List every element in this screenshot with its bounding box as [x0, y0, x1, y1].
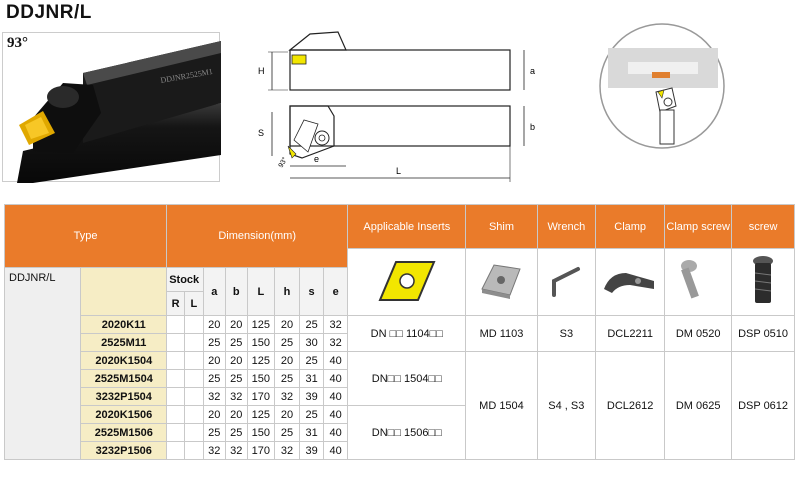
screw-icon: [732, 249, 795, 316]
model-code: 3232P1504: [81, 388, 167, 406]
svg-text:DDJNR2525M1: DDJNR2525M1: [159, 66, 214, 85]
header-screw: screw: [732, 205, 795, 249]
col-b-header: b: [225, 268, 247, 316]
header-type: Type: [5, 205, 167, 268]
product-title: DDJNR/L: [6, 2, 92, 23]
approach-angle-label: 93°: [7, 35, 28, 51]
header-shim: Shim: [466, 205, 537, 249]
screw-code: DSP 0510: [732, 316, 795, 352]
clamp-code: DCL2211: [596, 316, 665, 352]
type-family-label: DDJNR/L: [5, 268, 81, 460]
svg-text:H: H: [258, 66, 265, 76]
model-header-blank: [81, 268, 167, 316]
application-detail-diagram: [598, 22, 726, 150]
model-code: 2525M11: [81, 334, 167, 352]
stock-header: Stock: [167, 268, 204, 292]
clamp-screw-code: DM 0520: [665, 316, 732, 352]
svg-text:L: L: [396, 166, 402, 176]
stock-r-header: R: [167, 292, 185, 316]
svg-text:S: S: [258, 128, 265, 138]
table-row: 2525M1506 25 25 150 25 31 40: [5, 424, 795, 442]
clamp-screw-code: DM 0625: [665, 352, 732, 460]
model-code: 2525M1504: [81, 370, 167, 388]
col-h-header: h: [274, 268, 299, 316]
wrench-code: S4 , S3: [537, 352, 596, 460]
model-code: 2525M1506: [81, 424, 167, 442]
stock-l-header: L: [184, 292, 203, 316]
wrench-icon: [537, 249, 596, 316]
col-s-header: s: [300, 268, 324, 316]
clamp-icon: [596, 249, 665, 316]
wrench-code: S3: [537, 316, 596, 352]
clamp-screw-icon: [665, 249, 732, 316]
col-l-header: L: [247, 268, 274, 316]
insert-code: DN□□ 1504□□: [348, 352, 466, 406]
svg-text:e: e: [314, 154, 320, 164]
col-a-header: a: [203, 268, 225, 316]
table-row: 2020K1506 20 20 125 20 25 40 DN□□ 1506□□: [5, 406, 795, 424]
insert-code: DN□□ 1506□□: [348, 406, 466, 460]
model-code: 2020K1506: [81, 406, 167, 424]
shim-code: MD 1504: [466, 352, 537, 460]
model-code: 2020K1504: [81, 352, 167, 370]
insert-icon: [348, 249, 466, 316]
header-clamp: Clamp: [596, 205, 665, 249]
insert-code: DN □□ 1104□□: [348, 316, 466, 352]
table-row: 2020K11 20 20 125 20 25 32 DN □□ 1104□□ MD 1103 S3 DCL2211 DM 0520 DSP 0510: [5, 316, 795, 334]
table-row: 2020K1504 20 20 125 20 25 40 DN□□ 1504□□ MD 1504 S4 , S3 DCL2612 DM 0625 DSP 0612: [5, 352, 795, 370]
col-e-header: e: [324, 268, 348, 316]
model-code: 2020K11: [81, 316, 167, 334]
table-row: 2525M1504 25 25 150 25 31 40: [5, 370, 795, 388]
table-row: 3232P1504 32 32 170 32 39 40: [5, 388, 795, 406]
shim-code: MD 1103: [466, 316, 537, 352]
model-code: 3232P1506: [81, 442, 167, 460]
header-dimension: Dimension(mm): [167, 205, 348, 268]
header-wrench: Wrench: [537, 205, 596, 249]
tool-holder-photo: [2, 32, 220, 182]
svg-text:a: a: [530, 66, 536, 76]
spec-table: [4, 204, 795, 460]
clamp-code: DCL2612: [596, 352, 665, 460]
table-row: 2525M11 25 25 150 25 30 32: [5, 334, 795, 352]
table-row: 3232P1506 32 32 170 32 39 40: [5, 442, 795, 460]
technical-drawing: [238, 22, 538, 190]
header-applicable-inserts: Applicable Inserts: [348, 205, 466, 249]
header-clamp-screw: Clamp screw: [665, 205, 732, 249]
svg-text:93°: 93°: [277, 156, 290, 169]
shim-icon: [466, 249, 537, 316]
screw-code: DSP 0612: [732, 352, 795, 460]
svg-text:b: b: [530, 122, 536, 132]
